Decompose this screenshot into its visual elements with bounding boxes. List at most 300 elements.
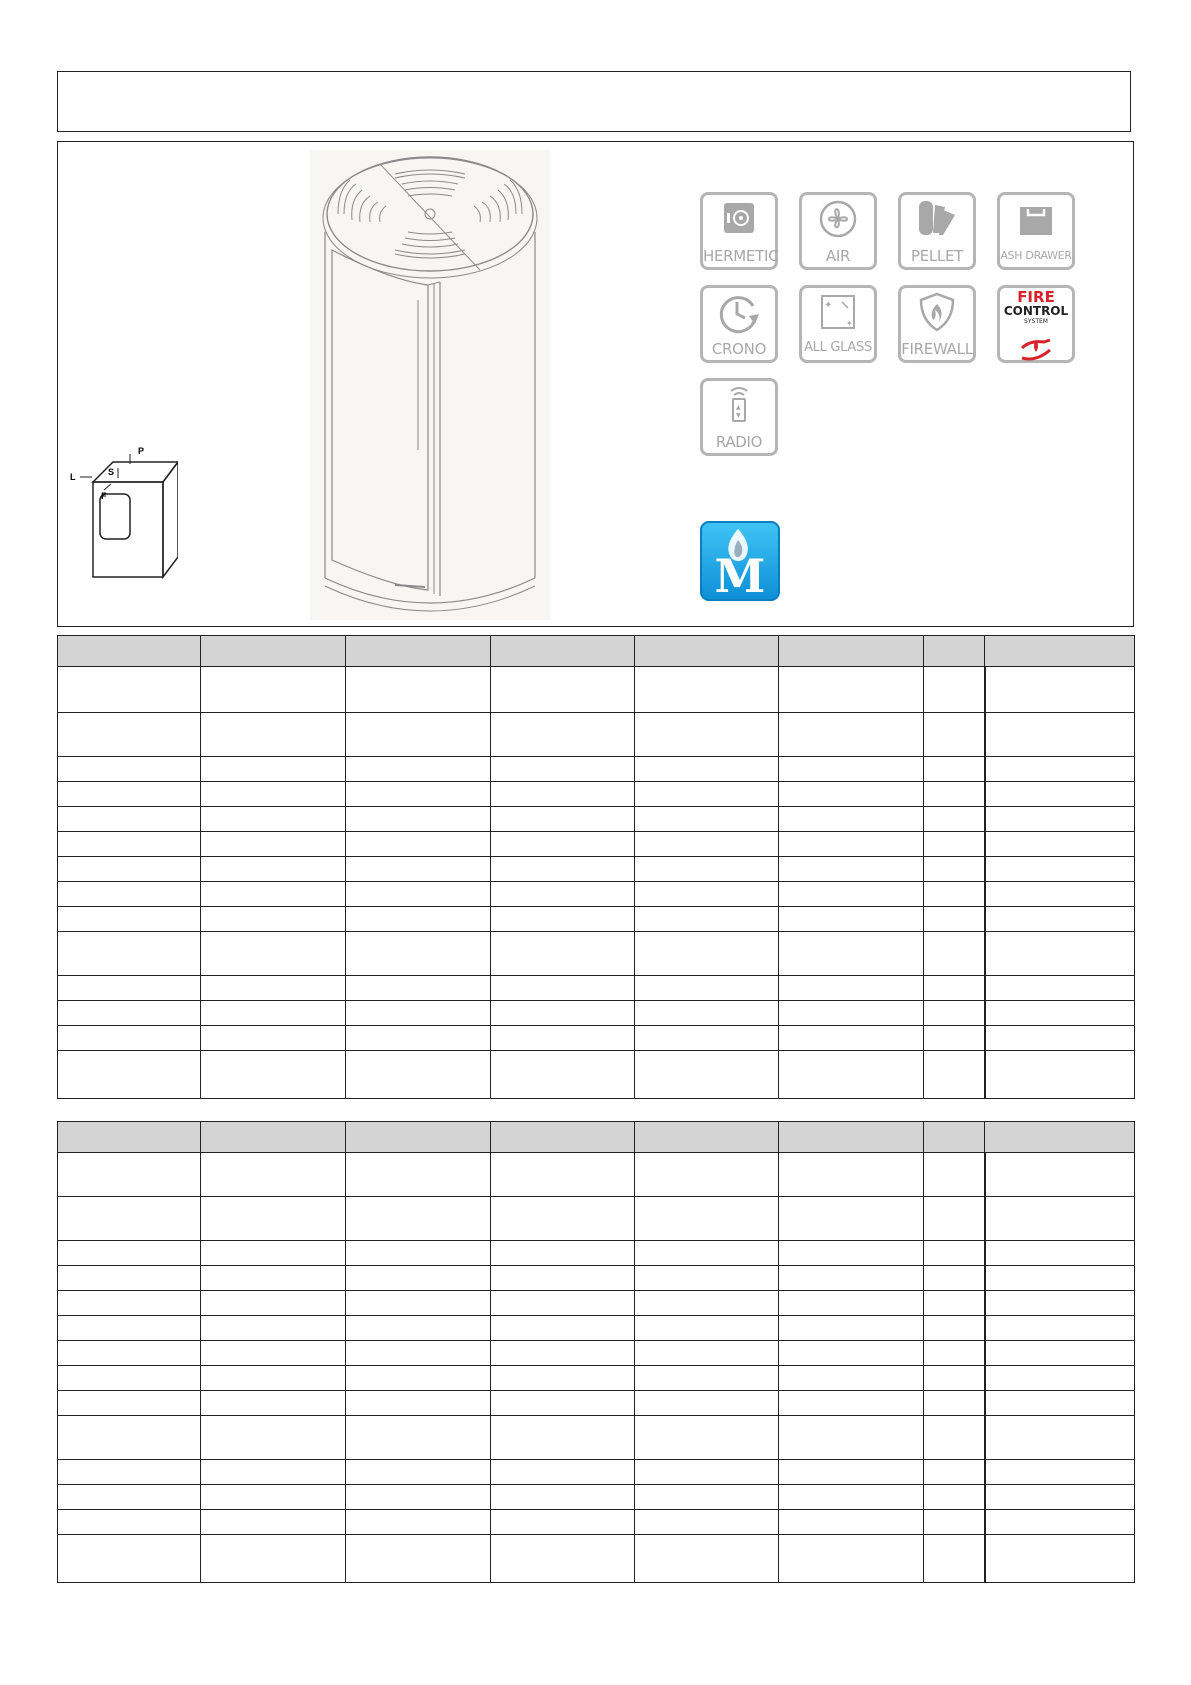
feature-label: FIREWALL [901,340,973,358]
table-row [58,932,1135,976]
table-cell [985,1341,1135,1366]
table-cell [924,1241,985,1266]
table-cell [779,1510,924,1535]
table-row [58,832,1135,857]
table-header-row [58,636,1135,667]
table-cell [491,1366,635,1391]
table-cell [346,832,491,857]
table-cell [924,667,985,713]
table-cell [201,1460,346,1485]
feature-air [799,192,877,270]
table-cell [924,1341,985,1366]
table-cell [985,1026,1135,1051]
feature-hermetic [700,192,778,270]
table-cell [201,1391,346,1416]
title-box [57,71,1131,132]
table-header-cell [346,636,491,667]
table-cell [346,857,491,882]
table-cell [201,807,346,832]
table-cell [201,1001,346,1026]
table-cell [201,1341,346,1366]
table-cell [924,976,985,1001]
table-cell [58,667,201,713]
table-cell [346,1266,491,1291]
table-cell [58,1366,201,1391]
table-cell [491,1535,635,1583]
table-header-cell [985,636,1135,667]
table-cell [346,1153,491,1197]
table-cell [924,782,985,807]
table-cell [58,1535,201,1583]
table-row [58,882,1135,907]
table-cell [779,1341,924,1366]
table-cell [491,1153,635,1197]
table-cell [924,1026,985,1051]
table-cell [635,1535,779,1583]
table-cell [924,1366,985,1391]
feature-crono [700,285,778,363]
table-header-cell [924,636,985,667]
table-cell [985,832,1135,857]
table-cell [779,1026,924,1051]
table-cell [635,713,779,757]
table-cell [635,1460,779,1485]
table-cell [924,1391,985,1416]
table-cell [635,1001,779,1026]
table-header-cell [779,636,924,667]
table-cell [346,1391,491,1416]
table-cell [58,1026,201,1051]
table-cell [924,1460,985,1485]
table-cell [491,1266,635,1291]
table-cell [779,1416,924,1460]
table-cell [635,882,779,907]
brand-logo [700,521,780,601]
table-cell [985,1416,1135,1460]
table-cell [201,1416,346,1460]
table-cell [491,1001,635,1026]
table-cell [346,1485,491,1510]
table-cell [201,667,346,713]
table-cell [985,1510,1135,1535]
table-cell [491,907,635,932]
table-cell [985,857,1135,882]
table-cell [635,832,779,857]
table-cell [779,757,924,782]
table-cell [491,1051,635,1099]
table-cell [924,907,985,932]
feature-pellet [898,192,976,270]
table-row [58,1391,1135,1416]
table-cell [635,1026,779,1051]
table-cell [924,757,985,782]
table-cell [58,1460,201,1485]
table-cell [58,1001,201,1026]
table-cell [985,1366,1135,1391]
table-cell [491,1460,635,1485]
table-row [58,1366,1135,1391]
table-cell [985,1291,1135,1316]
stove-drawing [310,150,550,620]
table-cell [635,1341,779,1366]
feature-label: HERMETIC [703,247,779,265]
table-cell [491,1241,635,1266]
table-cell [985,907,1135,932]
table-cell [779,882,924,907]
table-cell [635,1197,779,1241]
table-cell [635,1416,779,1460]
table-cell [635,807,779,832]
table-cell [58,1485,201,1510]
table-cell [201,1366,346,1391]
table-cell [985,1391,1135,1416]
table-cell [491,1485,635,1510]
table-cell [58,1051,201,1099]
table-cell [201,1291,346,1316]
table-cell [201,1026,346,1051]
table-cell [346,782,491,807]
table-row [58,1485,1135,1510]
table-cell [201,1510,346,1535]
table-header-cell [985,1122,1135,1153]
table-cell [779,1460,924,1485]
table-cell [58,976,201,1001]
table-cell [491,782,635,807]
table-row [58,976,1135,1001]
table-row [58,1316,1135,1341]
table-cell [635,1291,779,1316]
table-cell [58,857,201,882]
table-header-row [58,1122,1135,1153]
table-cell [201,1241,346,1266]
table-cell [346,1535,491,1583]
table-cell [58,1266,201,1291]
table-cell [346,1197,491,1241]
svg-text:▲: ▲ [736,404,741,411]
feature-ash-drawer [997,192,1075,270]
table-cell [58,1291,201,1316]
table-cell [346,932,491,976]
table-cell [635,1510,779,1535]
table-cell [201,857,346,882]
svg-text:✦: ✦ [824,300,833,311]
table-cell [346,907,491,932]
table-cell [491,1291,635,1316]
table-cell [924,1051,985,1099]
table-cell [58,932,201,976]
table-cell [346,1366,491,1391]
table-header-cell [201,1122,346,1153]
table-cell [635,1391,779,1416]
table-cell [491,857,635,882]
table-cell [635,1485,779,1510]
svg-text:▼: ▼ [736,412,741,419]
table-cell [779,1197,924,1241]
table-cell [58,1416,201,1460]
feature-label: CRONO [711,340,767,358]
table-cell [58,832,201,857]
table-cell [346,1341,491,1366]
table-cell [58,1153,201,1197]
table-cell [924,1535,985,1583]
table-header-cell [779,1122,924,1153]
table-cell [201,882,346,907]
table-row [58,667,1135,713]
table-cell [346,1001,491,1026]
table-cell [491,1416,635,1460]
table-row [58,1241,1135,1266]
table-cell [924,1266,985,1291]
table-cell [346,757,491,782]
table-cell [491,976,635,1001]
table-header-cell [58,1122,201,1153]
table-cell [924,1197,985,1241]
table-cell [924,1291,985,1316]
table-cell [635,1316,779,1341]
table-cell [985,1266,1135,1291]
table-cell [779,1266,924,1291]
table-cell [201,976,346,1001]
table-cell [346,1316,491,1341]
table-cell [201,932,346,976]
table-cell [779,1241,924,1266]
table-cell [924,1316,985,1341]
table-cell [924,1485,985,1510]
table-header-cell [491,636,635,667]
table-row [58,1026,1135,1051]
table-cell [635,976,779,1001]
table-cell [985,932,1135,976]
table-row [58,1001,1135,1026]
feature-fire-control [997,285,1075,363]
table-cell [779,832,924,857]
table-row [58,1291,1135,1316]
table-cell [346,1026,491,1051]
table-cell [635,1366,779,1391]
table-cell [201,1051,346,1099]
table-cell [491,667,635,713]
table-cell [491,882,635,907]
feature-label: PELLET [910,247,964,265]
table-header-cell [635,1122,779,1153]
table-cell [779,857,924,882]
fire-control-line1: FIRE [1017,288,1055,306]
table-cell [346,882,491,907]
table-cell [635,907,779,932]
table-cell [58,757,201,782]
table-cell [346,1291,491,1316]
table-cell [58,1391,201,1416]
table-row [58,782,1135,807]
table-cell [58,1197,201,1241]
feature-label: ALL GLASS [804,340,872,355]
table-cell [924,807,985,832]
table-cell [779,1153,924,1197]
table-cell [58,807,201,832]
table-cell [985,882,1135,907]
table-cell [58,1316,201,1341]
table-cell [924,932,985,976]
table-cell [985,807,1135,832]
table-cell [924,1001,985,1026]
table-cell [985,667,1135,713]
feature-label: AIR [825,247,851,265]
table-row [58,1341,1135,1366]
feature-firewall [898,285,976,363]
table-cell [201,1535,346,1583]
table-cell [985,1153,1135,1197]
table-row [58,807,1135,832]
table-row [58,1416,1135,1460]
table-row [58,1510,1135,1535]
table-header-cell [346,1122,491,1153]
table-cell [779,667,924,713]
table-cell [201,1153,346,1197]
table-cell [924,1153,985,1197]
table-cell [635,857,779,882]
table-cell [491,1026,635,1051]
table-cell [779,713,924,757]
table-cell [635,1051,779,1099]
table-row [58,1153,1135,1197]
table-cell [924,857,985,882]
table-row [58,907,1135,932]
table-cell [779,932,924,976]
table-cell [346,1051,491,1099]
table-cell [985,1051,1135,1099]
table-cell [201,1197,346,1241]
table-cell [491,1510,635,1535]
table-cell [201,832,346,857]
table-cell [779,1001,924,1026]
spec-table-2 [57,1121,1135,1583]
table-cell [924,1510,985,1535]
table-row [58,713,1135,757]
table-cell [635,757,779,782]
table-cell [985,782,1135,807]
dimensions-diagram [68,442,178,612]
feature-label: RADIO [715,433,763,451]
table-cell [985,1485,1135,1510]
table-cell [491,1197,635,1241]
table-cell [635,1241,779,1266]
table-row [58,1460,1135,1485]
table-cell [779,1485,924,1510]
table-cell [779,1366,924,1391]
dim-label-height: S [108,467,115,477]
table-cell [779,1316,924,1341]
table-cell [985,976,1135,1001]
table-cell [779,1291,924,1316]
table-cell [58,907,201,932]
table-header-cell [635,636,779,667]
table-cell [201,757,346,782]
table-cell [346,667,491,713]
table-cell [635,932,779,976]
table-cell [779,782,924,807]
table-row [58,1535,1135,1583]
table-cell [201,1316,346,1341]
table-header-cell [58,636,201,667]
table-cell [58,1341,201,1366]
fire-control-line2: CONTROL [1003,304,1069,318]
table-header-cell [924,1122,985,1153]
table-cell [491,807,635,832]
brand-letter: M [714,549,766,601]
table-cell [779,807,924,832]
table-cell [491,932,635,976]
table-cell [346,1510,491,1535]
table-cell [779,1051,924,1099]
table-cell [346,1460,491,1485]
feature-label: ASH DRAWER [1000,249,1072,262]
table-cell [201,907,346,932]
fire-control-line3: SYSTEM [1024,318,1048,325]
table-cell [201,1485,346,1510]
table-cell [924,832,985,857]
table-cell [985,1197,1135,1241]
table-cell [635,782,779,807]
table-cell [346,713,491,757]
table-header-cell [201,636,346,667]
table-cell [58,782,201,807]
table-cell [635,1266,779,1291]
table-cell [985,1241,1135,1266]
feature-radio [700,378,778,456]
spec-table-1 [57,635,1135,1099]
table-cell [924,882,985,907]
table-cell [346,807,491,832]
table-cell [779,976,924,1001]
table-row [58,1266,1135,1291]
table-cell [346,1416,491,1460]
table-cell [58,713,201,757]
table-cell [346,976,491,1001]
table-cell [201,713,346,757]
table-row [58,1197,1135,1241]
table-cell [491,1341,635,1366]
dim-label-depth: P [138,446,145,456]
table-cell [201,782,346,807]
table-cell [58,882,201,907]
dim-label-front: F [101,491,107,501]
table-header-cell [491,1122,635,1153]
table-cell [635,1153,779,1197]
product-overview [57,141,1134,627]
table-row [58,1051,1135,1099]
svg-text:✦: ✦ [846,319,853,328]
table-cell [924,713,985,757]
table-cell [58,1241,201,1266]
table-cell [491,1316,635,1341]
fire-control-icon [1000,296,1072,368]
table-cell [346,1241,491,1266]
table-cell [201,1266,346,1291]
table-row [58,857,1135,882]
feature-all-glass [799,285,877,363]
table-cell [985,757,1135,782]
table-cell [985,1460,1135,1485]
table-cell [779,1391,924,1416]
table-cell [985,1535,1135,1583]
table-cell [985,1001,1135,1026]
table-cell [491,832,635,857]
table-cell [924,1416,985,1460]
table-cell [779,1535,924,1583]
table-cell [491,713,635,757]
table-row [58,757,1135,782]
table-cell [985,713,1135,757]
